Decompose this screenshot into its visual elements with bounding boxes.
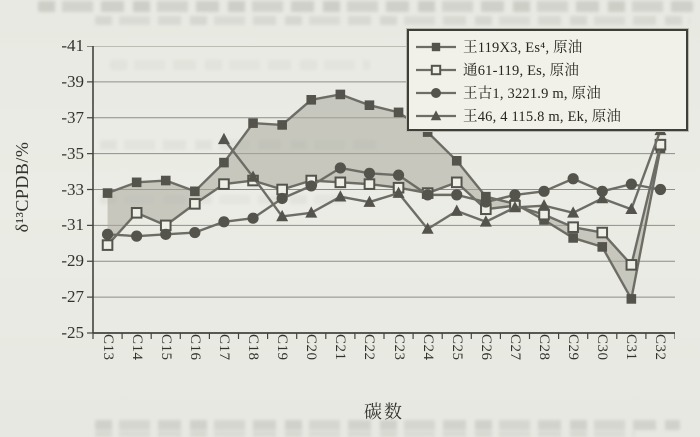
y-tick-label: -27 bbox=[61, 287, 84, 307]
x-tick-label: C13 bbox=[99, 334, 116, 361]
y-tick-label: -29 bbox=[61, 251, 84, 271]
marker-filled-circle bbox=[451, 189, 462, 200]
legend-item bbox=[415, 104, 680, 127]
marker-filled-circle bbox=[247, 213, 258, 224]
legend-marker-filled-square-icon bbox=[415, 39, 457, 55]
marker-filled-circle bbox=[277, 193, 288, 204]
marker-filled-circle bbox=[626, 179, 637, 190]
x-tick-label: C21 bbox=[332, 334, 349, 361]
x-tick-label: C18 bbox=[245, 334, 262, 361]
marker-filled-square bbox=[568, 233, 578, 243]
y-axis-title: δ¹³CPDB/% bbox=[12, 141, 32, 233]
marker-filled-circle bbox=[102, 229, 113, 240]
x-tick-label: C27 bbox=[506, 334, 523, 361]
x-tick-label: C14 bbox=[128, 334, 145, 361]
marker-filled-circle bbox=[160, 229, 171, 240]
legend-label: 通61-119, Es, 原油 bbox=[463, 63, 580, 79]
bleed-through-artifact bbox=[38, 1, 693, 12]
x-tick-label: C23 bbox=[390, 334, 407, 361]
marker-filled-square bbox=[219, 158, 229, 168]
legend-item bbox=[415, 81, 680, 104]
marker-filled-square bbox=[132, 178, 142, 188]
legend-label: 王119X3, Es⁴, 原油 bbox=[463, 40, 583, 56]
x-tick-label: C17 bbox=[215, 334, 232, 361]
marker-filled-circle bbox=[431, 88, 441, 98]
legend-marker-open-square-icon bbox=[415, 62, 457, 78]
marker-open-square bbox=[336, 178, 346, 188]
y-tick-label: -41 bbox=[61, 36, 84, 55]
marker-filled-square bbox=[306, 95, 316, 105]
y-tick-label: -37 bbox=[61, 107, 84, 127]
x-tick-label: C26 bbox=[477, 334, 494, 361]
marker-filled-circle bbox=[393, 170, 404, 181]
marker-filled-circle bbox=[480, 196, 491, 207]
marker-open-square bbox=[103, 240, 113, 250]
marker-open-square bbox=[568, 222, 578, 232]
x-axis-title: 碳数 bbox=[364, 402, 404, 422]
x-tick-label: C32 bbox=[652, 334, 669, 361]
marker-filled-circle bbox=[568, 173, 579, 184]
marker-filled-circle bbox=[189, 227, 200, 238]
marker-filled-circle bbox=[422, 189, 433, 200]
marker-filled-circle bbox=[218, 216, 229, 227]
x-tick-label: C16 bbox=[186, 334, 203, 361]
marker-filled-square bbox=[336, 90, 346, 100]
marker-open-square bbox=[190, 199, 200, 209]
marker-filled-square bbox=[432, 42, 440, 50]
y-tick-label: -25 bbox=[61, 323, 84, 342]
x-tick-label: C31 bbox=[623, 334, 640, 361]
marker-filled-triangle bbox=[218, 133, 230, 144]
marker-open-square bbox=[597, 228, 607, 238]
x-tick-label: C19 bbox=[274, 334, 291, 361]
y-tick-label: -31 bbox=[61, 215, 84, 235]
marker-filled-circle bbox=[335, 162, 346, 173]
x-tick-label: C30 bbox=[594, 334, 611, 361]
marker-open-square bbox=[432, 65, 440, 73]
marker-filled-circle bbox=[655, 184, 666, 195]
marker-filled-circle bbox=[131, 231, 142, 242]
x-tick-label: C29 bbox=[565, 334, 582, 361]
x-tick-label: C15 bbox=[157, 334, 174, 361]
marker-filled-triangle bbox=[305, 206, 317, 217]
x-tick-label: C20 bbox=[303, 334, 320, 361]
bleed-through-artifact bbox=[95, 431, 635, 437]
marker-filled-square bbox=[161, 176, 171, 186]
bleed-through-artifact bbox=[95, 16, 690, 25]
marker-filled-square bbox=[597, 242, 607, 252]
x-tick-label: C25 bbox=[448, 334, 465, 361]
marker-filled-square bbox=[248, 118, 258, 128]
marker-filled-circle bbox=[364, 168, 375, 179]
marker-filled-square bbox=[190, 186, 200, 196]
marker-open-square bbox=[277, 185, 287, 195]
marker-filled-square bbox=[452, 156, 462, 166]
y-tick-label: -33 bbox=[61, 179, 84, 199]
marker-open-square bbox=[627, 260, 637, 270]
marker-filled-circle bbox=[306, 180, 317, 191]
marker-filled-square bbox=[394, 108, 404, 118]
marker-open-square bbox=[161, 221, 171, 231]
y-tick-label: -39 bbox=[61, 71, 84, 91]
x-tick-label: C28 bbox=[536, 334, 553, 361]
marker-open-square bbox=[219, 179, 229, 189]
marker-filled-circle bbox=[538, 186, 549, 197]
legend-item bbox=[415, 35, 680, 58]
marker-filled-square bbox=[277, 120, 287, 130]
marker-open-square bbox=[365, 179, 375, 189]
marker-filled-square bbox=[627, 294, 637, 304]
marker-open-square bbox=[452, 178, 462, 188]
chart-legend bbox=[407, 29, 688, 131]
x-tick-label: C24 bbox=[419, 334, 436, 361]
legend-marker-filled-circle-icon bbox=[415, 85, 457, 101]
marker-open-square bbox=[132, 208, 142, 218]
marker-filled-square bbox=[103, 188, 113, 198]
legend-item bbox=[415, 58, 680, 81]
marker-filled-square bbox=[365, 100, 375, 110]
legend-marker-filled-triangle-icon bbox=[415, 108, 457, 124]
marker-filled-circle bbox=[509, 189, 520, 200]
marker-filled-triangle bbox=[334, 190, 346, 201]
legend-label: 王古1, 3221.9 m, 原油 bbox=[463, 86, 601, 102]
marker-open-square bbox=[539, 210, 549, 220]
marker-filled-triangle bbox=[451, 205, 463, 216]
x-tick-label: C22 bbox=[361, 334, 378, 361]
legend-label: 王46, 4 115.8 m, Ek, 原油 bbox=[463, 109, 622, 125]
y-tick-label: -35 bbox=[61, 143, 84, 163]
